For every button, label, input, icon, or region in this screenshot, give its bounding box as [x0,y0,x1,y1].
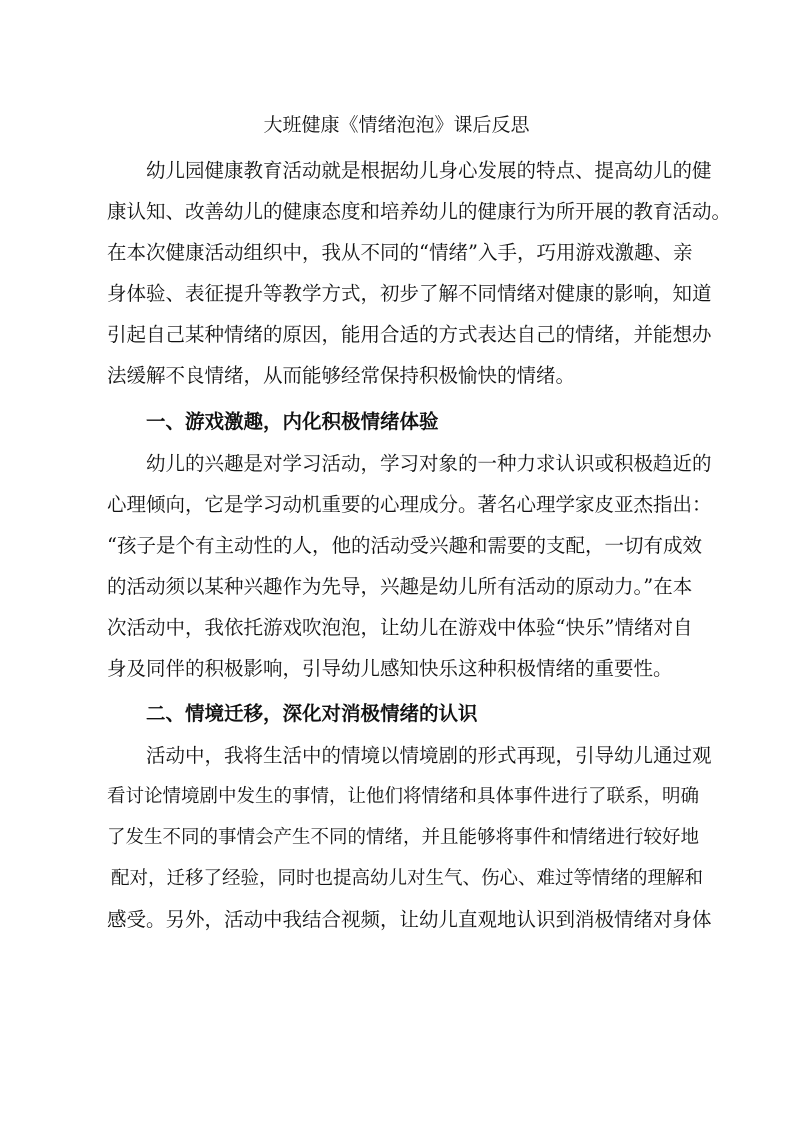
section2-paragraph [107,735,712,940]
paragraph-line: 活动中，我将生活中的情境以情境剧的形式再现，引导幼儿通过观 [146,744,712,767]
paragraph-line: 看讨论情境剧中发生的事情，让他们将情绪和具体事件进行了联系，明确 [107,786,700,807]
paragraph-line: 心理倾向，它是学习动机重要的心理成分。著名心理学家皮亚杰指出： [107,493,712,516]
paragraph-line: 了发生不同的事情会产生不同的情绪，并且能够将事件和情绪进行较好地 [107,827,700,848]
paragraph-line: 引起自己某种情绪的原因，能用合适的方式表达自己的情绪，并能想办 [107,323,712,346]
paragraph-line: 康认知、改善幼儿的健康态度和培养幼儿的健康行为所开展的教育活动。 [107,200,732,223]
section-heading-2: 二、情境迁移，深化对消极情绪的认识 [146,702,478,725]
section1-paragraph [107,443,712,689]
paragraph-line: 在本次健康活动组织中，我从不同的“情绪”入手，巧用游戏激趣、亲 [107,241,693,264]
paragraph-line: 的活动须以某种兴趣作为先导，兴趣是幼儿所有活动的原动力。”在本 [107,575,693,598]
intro-paragraph [107,150,732,396]
paragraph-line: 法缓解不良情绪，从而能够经常保持积极愉快的情绪。 [107,364,576,387]
paragraph-line: 身及同伴的积极影响，引导幼儿感知快乐这种积极情绪的重要性。 [107,657,673,680]
paragraph-line: 幼儿园健康教育活动就是根据幼儿身心发展的特点、提高幼儿的健 [146,159,712,182]
paragraph-line: 次活动中，我依托游戏吹泡泡，让幼儿在游戏中体验“快乐”情绪对自 [107,616,693,639]
paragraph-line: 配对，迁移了经验，同时也提高幼儿对生气、伤心、难过等情绪的理解和 [111,868,704,889]
section-heading-1: 一、游戏激趣，内化积极情绪体验 [146,410,439,433]
paragraph-line: “孩子是个有主动性的人，他的活动受兴趣和需要的支配，一切有成效 [107,534,702,557]
document-title: 大班健康《情绪泡泡》课后反思 [263,114,530,136]
paragraph-line: 幼儿的兴趣是对学习活动，学习对象的一种力求认识或积极趋近的 [146,452,712,475]
paragraph-line: 感受。另外，活动中我结合视频，让幼儿直观地认识到消极情绪对身体 [107,908,712,931]
paragraph-line: 身体验、表征提升等教学方式，初步了解不同情绪对健康的影响，知道 [107,282,712,305]
